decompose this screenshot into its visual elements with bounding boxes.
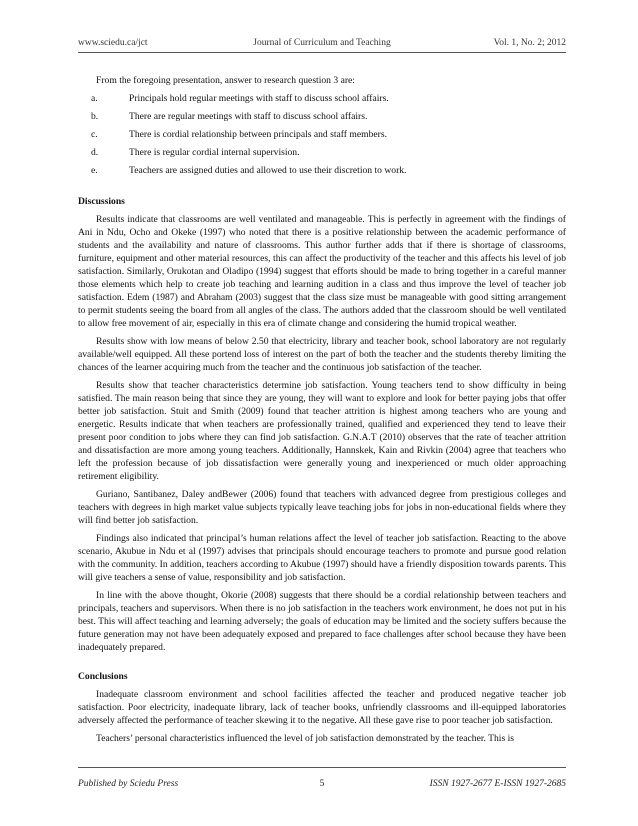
list-text: There is cordial relationship between principals and staff members. [129,128,387,140]
page-number: 5 [319,779,325,789]
list-letter: b. [91,110,99,122]
running-header [78,38,566,52]
section-spacer [78,659,566,670]
intro-sentence: From the foregoing presentation, answer to research question 3 are: [96,75,355,86]
list-text: Teachers are assigned duties and allowed to use their discretion to work. [129,164,407,176]
list-item [78,107,566,125]
list-item [78,161,566,179]
footer-publisher: Published by Sciedu Press [78,779,179,789]
conclusions-heading: Conclusions [78,671,128,682]
header-url: www.sciedu.ca/jct [78,38,148,48]
conclusion-paragraph: Inadequate classroom environment and school facilities affected the teacher and produced negative teacher job satisfaction. Poor electricity, inadequate library, lack of teacher books, unfriendly classrooms and ill-equipped laboratories adversely affected the performance of teacher skewing it to the negative. All these gave rise to poor teacher job satisfaction. [78,689,566,726]
discussion-paragraph: In line with the above thought, Okorie (2008) suggests that there should be a cordial relationship between teachers and principals, teachers and supervisors. When there is no job satisfaction in the teachers work environment, he does not put in his best. This will affect teaching and learning adversely; the goals of education may be limited and the society suffers because the future generation may not have been adequately exposed and prepared to face challenges after school because they have been inadequately prepared. [78,590,566,653]
discussion-paragraph: Results indicate that classrooms are well ventilated and manageable. This is perfectly in agreement with the findings of Ani in Ndu, Ocho and Okeke (1997) who noted that there is a positive relationship between the academic performance of students and the availability and nature of classrooms. This author further adds that if there is shortage of classrooms, furniture, equipment and other material resources, this can affect the productivity of the teacher and this affects his level of job satisfaction. Similarly, Orukotan and Oladipo (1994) suggest that efforts should be made to bring together in a careful manner those elements which help to create job teaching and learning audition in a class and thus improve the level of teacher job satisfaction. Edem (1987) and Abraham (2003) suggest that the class size must be manageable with good sitting arrangement to permit students seeing the board from all angles of the class. The authors added that the classroom should be well ventilated to allow free movement of air, especially in this era of climate change and considering the humid tropical weather. [78,214,566,329]
page-body [78,74,566,750]
list-letter: e. [91,164,98,176]
list-text: Principals hold regular meetings with staff to discuss school affairs. [129,92,389,104]
list-text: There are regular meetings with staff to discuss school affairs. [129,110,368,122]
list-letter: c. [91,128,98,140]
discussion-paragraph: Results show with low means of below 2.50 that electricity, library and teacher book, school laboratory are not regularly available/well equipped. All these portend loss of interest on the part of both the teacher and the students thereby limiting the chances of the learner acquiring much from the teacher and the continuous job satisfaction of the teacher. [78,336,566,373]
discussion-paragraph: Findings also indicated that principal’s human relations affect the level of teacher job satisfaction. Reacting to the above scenario, Akubue in Ndu et al (1997) advises that principals should encourage teachers to promote and pursue good relation with the community. In addition, teachers according to Akubue (1997) should have a friendly disposition towards parents. This will give teachers a sense of value, responsibility and job satisfaction. [78,533,566,583]
discussion-paragraph: Guriano, Santibanez, Daley andBewer (2006) found that teachers with advanced degree from prestigious colleges and teachers with degrees in high market value subjects typically leave teaching jobs for jobs in non-educational fields where they will find better job satisfaction. [78,489,566,526]
discussions-heading: Discussions [78,196,125,207]
list-item [78,89,566,107]
list-item [78,143,566,161]
header-journal-title: Journal of Curriculum and Teaching [253,38,391,48]
list-letter: a. [91,92,98,104]
discussion-paragraph: Results show that teacher characteristics determine job satisfaction. Young teachers tend to show difficulty in being satisfied. The main reason being that since they are young, they will want to explore and look for better paying jobs that offer better job satisfaction. Stuit and Smith (2009) found that teacher attrition is highest among teachers who are young and energetic. Results indicate that when teachers are professionally trained, qualified and experienced they tend to leave their present poor condition to jobs where they can find job satisfaction. G.N.A.T (2010) observes that the rate of teacher attrition and dissatisfaction are more among young teachers. Additionally, Hannskek, Kain and Rivkin (2004) agree that teachers who left the profession because of job dissatisfaction were generally young and inexperienced or much older approaching retirement eligibility. [78,380,566,482]
list-item [78,125,566,143]
list-letter: d. [91,146,99,158]
header-volume: Vol. 1, No. 2; 2012 [493,38,566,48]
footer-rule [78,767,566,768]
research-question-list [78,89,566,179]
conclusion-paragraph: Teachers’ personal characteristics influenced the level of job satisfaction demonstrated by the teacher. This is [96,733,515,744]
running-footer [78,779,566,793]
footer-issn: ISSN 1927-2677 E-ISSN 1927-2685 [429,779,566,789]
header-rule [78,52,566,53]
list-text: There is regular cordial internal supervision. [129,146,300,158]
